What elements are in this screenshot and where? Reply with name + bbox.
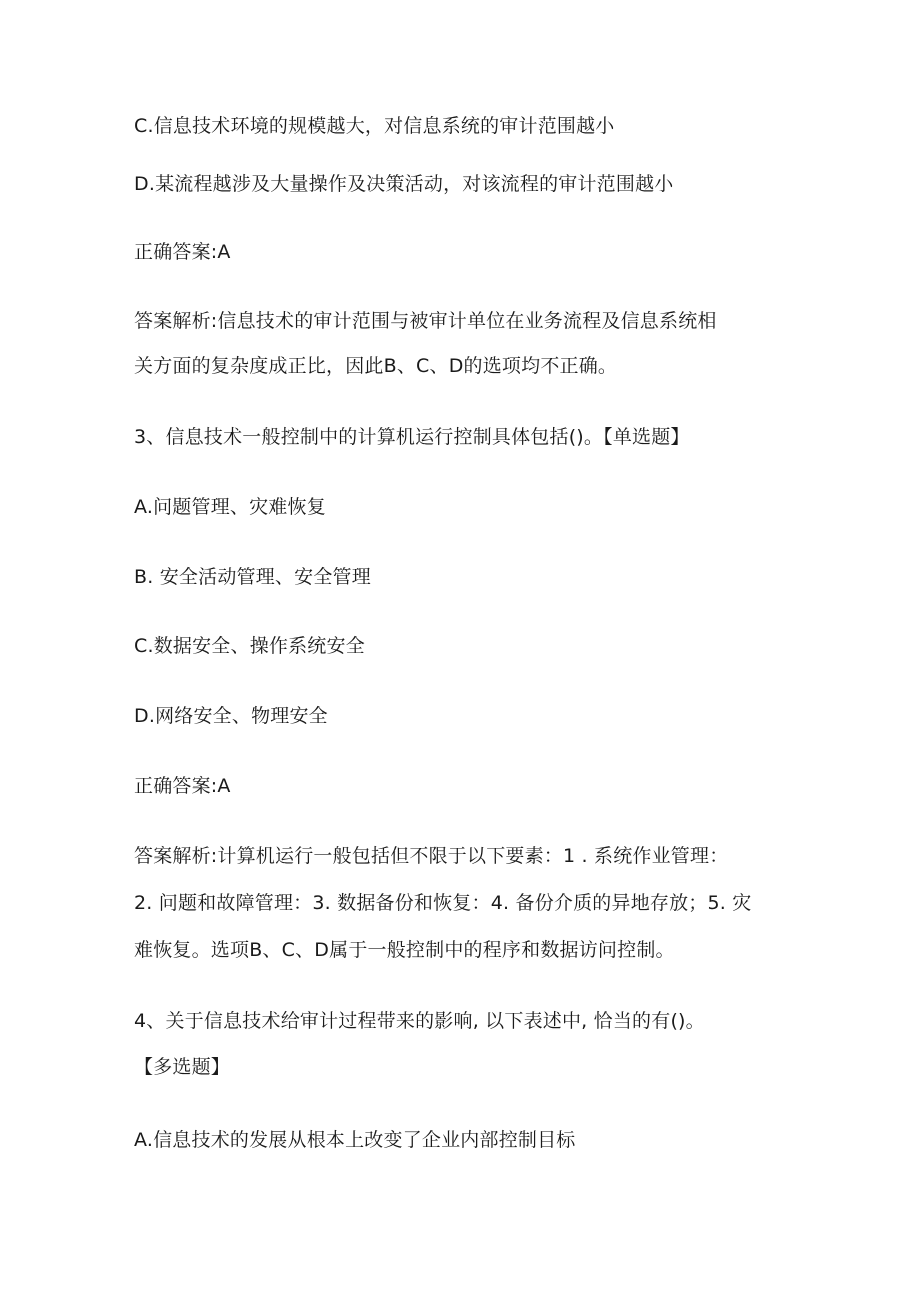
q2-answer: 正确答案:A — [134, 241, 231, 263]
q4-stem-line-2: 【多选题】 — [134, 1056, 231, 1078]
q3-option-d: D.网络安全、物理安全 — [134, 705, 328, 727]
q3-analysis-line-2: 2. 问题和故障管理：3. 数据备份和恢复：4. 备份介质的异地存放；5. 灾 — [134, 892, 752, 914]
q2-option-d: D.某流程越涉及大量操作及决策活动，对该流程的审计范围越小 — [134, 173, 674, 195]
q2-analysis-line-2: 关方面的复杂度成正比，因此B、C、D的选项均不正确。 — [134, 355, 618, 377]
q4-option-a: A.信息技术的发展从根本上改变了企业内部控制目标 — [134, 1129, 576, 1151]
q2-option-c: C.信息技术环境的规模越大，对信息系统的审计范围越小 — [134, 115, 615, 137]
q3-answer: 正确答案:A — [134, 775, 231, 797]
q3-option-a: A.问题管理、灾难恢复 — [134, 496, 326, 518]
q4-stem-line-1: 4、关于信息技术给审计过程带来的影响, 以下表述中, 恰当的有()。 — [134, 1010, 705, 1032]
q3-option-b: B. 安全活动管理、安全管理 — [134, 566, 371, 588]
q3-analysis-line-1: 答案解析:计算机运行一般包括但不限于以下要素：1 . 系统作业管理： — [134, 845, 729, 867]
q3-stem: 3、信息技术一般控制中的计算机运行控制具体包括()。【单选题】 — [134, 426, 690, 448]
q3-option-c: C.数据安全、操作系统安全 — [134, 635, 365, 657]
q2-analysis-line-1: 答案解析:信息技术的审计范围与被审计单位在业务流程及信息系统相 — [134, 310, 717, 332]
q3-analysis-line-3: 难恢复。选项B、C、D属于一般控制中的程序和数据访问控制。 — [134, 939, 675, 961]
